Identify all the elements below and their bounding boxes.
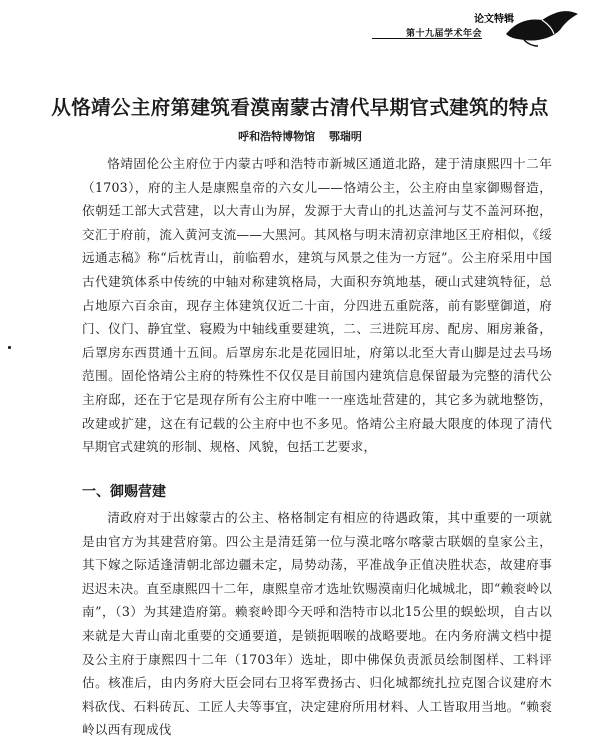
bird-logo-icon — [502, 4, 582, 48]
body-text-1 — [82, 152, 552, 459]
page-header — [0, 0, 600, 50]
paragraph: 清政府对于出嫁蒙古的公主、格格制定有相应的待遇政策，其中重要的一项就是由官方为其建营府第。四公主是清廷第一位与漠北喀尔喀蒙古联姻的皇家公主，其下嫁之际适逢清朝北部边疆未定，局势动荡，平准战争正值决胜状态，故建府事迟迟未决。直至康熙四十二年，康熙皇帝才选址钦赐漠南归化城城北，即“赖衮岭以南”，（3）为其建造府第。赖衮岭即今天呼和浩特市以北15公里的蜈蚣坝，自古以来就是大青山南北重要的交通要道，是锁扼咽喉的战略要地。在内务府满文档中提及公主府于康熙四十二年（1703年）选址，即中佛保负责派员绘制图样、工料评估。核准后，由内务府大臣会同右卫将军费扬古、归化城都统扎拉克图合议建府木料砍伐、石料砖瓦、工匠人夫等事宜，决定建府所用材料、人工皆取用当地。“赖衮岭以西有现成伐 — [82, 510, 552, 738]
header-rule — [372, 38, 482, 39]
body-text-2 — [82, 506, 552, 742]
paragraph: 恪靖固伦公主府位于内蒙古呼和浩特市新城区通道北路，建于清康熙四十二年（1703），府的主人是康熙皇帝的六女儿——恪靖公主，公主府由皇家御赐督造，依朝廷工部大式营建，以大青山为屏，发源于大青山的扎达盖河与艾不盖河环抱，交汇于府前，流入黄河支流——大黑河。其风格与明末清初京津地区王府相似，《绥远通志稿》称“后枕青山，前临碧水，建筑与风景之佳为一方冠”。公主府采用中国古代建筑体系中传统的中轴对称建筑格局，大面积夯筑地基，硬山式建筑特征，总占地原六百余亩，现存主体建筑仅近二十亩，分四进五重院落，前有影壁御道，府门、仪门、静宜堂、寝殿为中轴线重要建筑，二、三进院耳房、配房、厢房兼备，后罩房东西贯通十五间。后罩房东北是花园旧址，府第以北至大青山脚是过去马场范围。固伦恪靖公主府的特殊性不仅仅是目前国内建筑信息保留最为完整的清代公主府邸，还在于它是现存所有公主府中唯一一座选址营建的，其它多为就地整饬，改建或扩建，这在有记载的公主府中也不多见。恪靖公主府最大限度的体现了清代早期官式建筑的形制、规格、风貌，包括工艺要求， — [82, 156, 552, 455]
author-name: 鄂瑞明 — [328, 130, 362, 143]
margin-mark — [8, 346, 11, 349]
section-heading: 一、御赐营建 — [82, 484, 166, 500]
author-line — [0, 128, 600, 144]
paper-title: 从恪靖公主府第建筑看漠南蒙古清代早期官式建筑的特点 — [51, 96, 549, 119]
header-subtitle: 第十九届学术年会 — [405, 29, 482, 39]
header-brand: 论文特辑 — [474, 14, 514, 25]
author-affiliation: 呼和浩特博物馆 — [238, 130, 316, 143]
